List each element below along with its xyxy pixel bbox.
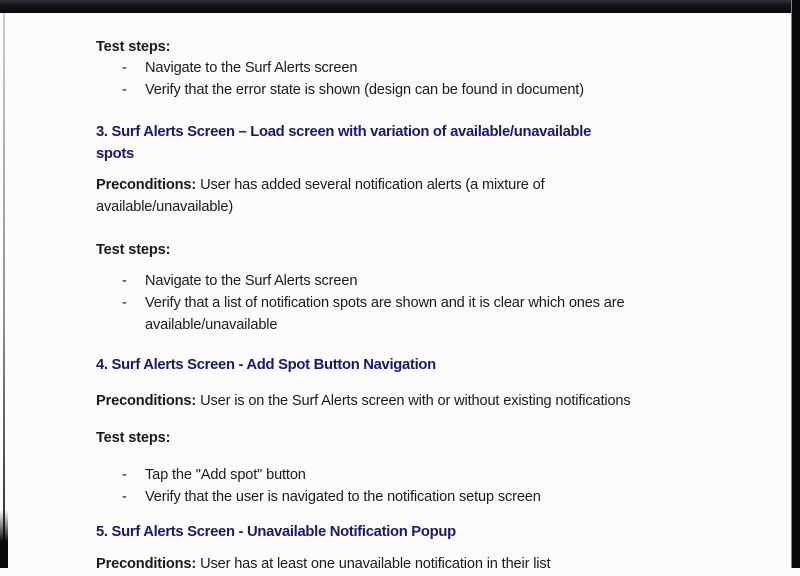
test-step-text: Tap the "Add spot" button xyxy=(145,467,306,483)
test-step-text: Verify that the user is navigated to the notification setup screen xyxy=(145,488,541,505)
test-step-item xyxy=(96,465,541,487)
preconditions-label: Preconditions: xyxy=(96,177,197,193)
test-steps-label: Test steps: xyxy=(96,39,171,55)
bottom-left-shadow xyxy=(0,510,8,568)
preconditions-paragraph xyxy=(96,175,545,219)
preconditions-paragraph xyxy=(96,554,550,576)
preconditions-line: available/unavailable) xyxy=(96,198,234,215)
test-step-text: Verify that the error state is shown (design can be found in document) xyxy=(145,81,584,98)
test-step-item xyxy=(96,487,541,509)
test-steps-list xyxy=(96,271,624,336)
section-5-heading xyxy=(96,521,456,543)
bullet-dash: - xyxy=(122,81,127,98)
test-steps-list xyxy=(96,465,541,509)
test-step-item xyxy=(96,58,584,80)
section-4-heading xyxy=(96,354,436,376)
heading-line: spots xyxy=(96,146,134,163)
preconditions-line xyxy=(96,554,550,576)
heading-line: 4. Surf Alerts Screen - Add Spot Button Navigation xyxy=(96,357,436,373)
section-3-heading xyxy=(96,121,591,166)
test-step-item xyxy=(96,293,624,337)
test-steps-label: Test steps: xyxy=(96,430,171,446)
bullet-dash: - xyxy=(122,488,127,505)
preconditions-text: User has added several notification alerts (a mixture of xyxy=(200,177,545,193)
test-step-text: Navigate to the Surf Alerts screen xyxy=(145,60,358,76)
bullet-dash: - xyxy=(122,294,127,311)
heading-line: 3. Surf Alerts Screen – Load screen with variation of available/unavailable xyxy=(96,124,592,140)
bullet-dash: - xyxy=(122,273,127,289)
preconditions-label: Preconditions: xyxy=(96,556,197,572)
preconditions-paragraph xyxy=(96,391,631,413)
heading-line: 5. Surf Alerts Screen - Unavailable Notification Popup xyxy=(96,524,456,540)
test-steps-list xyxy=(96,58,584,102)
test-step-text: Navigate to the Surf Alerts screen xyxy=(145,273,358,289)
test-step-item xyxy=(96,80,584,102)
test-step-text xyxy=(145,293,624,337)
test-steps-label: Test steps: xyxy=(96,242,171,258)
top-letterbox-bar xyxy=(0,0,800,13)
bullet-dash: - xyxy=(122,467,127,483)
bullet-dash: - xyxy=(122,60,127,76)
test-step-item xyxy=(96,271,624,293)
test-step-text-line: available/unavailable xyxy=(145,316,278,333)
preconditions-text: User is on the Surf Alerts screen with or without existing notifications xyxy=(200,393,631,409)
preconditions-line xyxy=(96,175,545,197)
preconditions-label: Preconditions: xyxy=(96,393,197,409)
preconditions-text: User has at least one unavailable notification in their list xyxy=(200,556,551,572)
right-letterbox-bar xyxy=(791,0,800,568)
test-step-text-line: Verify that a list of notification spots are shown and it is clear which ones are xyxy=(145,294,625,311)
page-left-edge xyxy=(3,13,5,568)
preconditions-line xyxy=(96,391,631,413)
